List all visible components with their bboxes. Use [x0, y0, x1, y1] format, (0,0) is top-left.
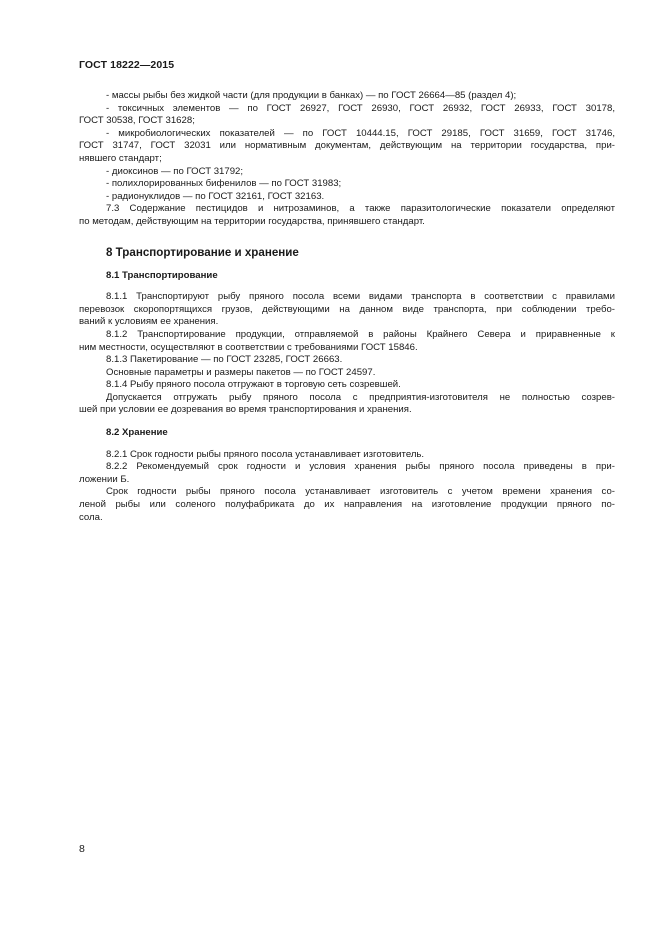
clause-8-1-1: 8.1.1 Транспортируют рыбу пряного посола всеми видами транспорта в соответствии с правилами [106, 291, 615, 303]
list-item-dioxins: - диоксинов — по ГОСТ 31792; [106, 165, 244, 177]
clause-8-1-4: 8.1.4 Рыбу пряного посола отгружают в торговую сеть созревшей. [106, 379, 401, 391]
clause-8-2-2-shelf-end: сола. [79, 511, 103, 523]
clause-8-2-2: 8.2.2 Рекомендуемый срок годности и условия хранения рыбы пряного посола приведены в при- [106, 461, 615, 473]
clause-8-1-1-end: ваний к условиям ее хранения. [79, 316, 219, 328]
subsection-8-1-title: 8.1 Транспортирование [106, 269, 218, 281]
list-item-pcb: - полихлорированных бифенилов — по ГОСТ 31983; [106, 178, 342, 190]
clause-8-2-2-shelf-cont: леной рыбы или соленого полуфабриката до их направления на изготовление продукции пряного по- [79, 499, 615, 511]
clause-7-3: 7.3 Содержание пестицидов и нитрозаминов, а также паразитологические показатели определяют [106, 203, 615, 215]
clause-8-1-3: 8.1.3 Пакетирование — по ГОСТ 23285, ГОСТ 26663. [106, 354, 343, 366]
list-item-toxic-cont: ГОСТ 30538, ГОСТ 31628; [79, 115, 195, 127]
clause-8-1-2: 8.1.2 Транспортирование продукции, отправляемой в районы Крайнего Севера и приравненные к [106, 328, 615, 340]
list-item-mass: - массы рыбы без жидкой части (для продукции в банках) — по ГОСТ 26664—85 (раздел 4); [106, 90, 517, 101]
clause-8-1-3-params: Основные параметры и размеры пакетов — по ГОСТ 24597. [106, 366, 376, 378]
clause-8-2-2-cont: ложении Б. [79, 473, 130, 485]
clause-8-2-2-shelf: Срок годности рыбы пряного посола устанавливает изготовитель с учетом времени хранения со- [106, 486, 615, 498]
page-body [79, 90, 615, 524]
list-item-micro-end: нявшего стандарт; [79, 152, 162, 164]
clause-7-3-cont: по методам, действующим на территории государства, принявшего стандарт. [79, 215, 425, 227]
subsection-8-2-title: 8.2 Хранение [106, 427, 168, 439]
list-item-micro-cont: ГОСТ 31747, ГОСТ 32031 или нормативным документам, действующим на территории государства, при- [79, 140, 615, 152]
document-header-code: ГОСТ 18222—2015 [79, 59, 175, 71]
list-item-radionuclides: - радионуклидов — по ГОСТ 32161, ГОСТ 32163. [106, 190, 325, 202]
section-8-title: 8 Транспортирование и хранение [106, 245, 299, 259]
clause-8-1-1-cont: перевозок скоропортящихся грузов, действующими на данном виде транспорта, при соблюдении требо- [79, 303, 615, 315]
clause-8-1-4-allowed-cont: шей при условии ее дозревания во время транспортирования и хранения. [79, 404, 412, 416]
clause-8-1-2-cont: ним местности, осуществляют в соответствии с требованиями ГОСТ 15846. [79, 341, 418, 353]
clause-8-1-4-allowed: Допускается отгружать рыбу пряного посола с предприятия-изготовителя не полностью созрев- [106, 391, 615, 403]
clause-8-2-1: 8.2.1 Срок годности рыбы пряного посола устанавливает изготовитель. [106, 448, 425, 460]
page-number: 8 [79, 843, 85, 855]
list-item-micro: - микробиологических показателей — по ГОСТ 10444.15, ГОСТ 29185, ГОСТ 31659, ГОСТ 31746, [106, 127, 615, 139]
list-item-toxic: - токсичных элементов — по ГОСТ 26927, ГОСТ 26930, ГОСТ 26932, ГОСТ 26933, ГОСТ 30178, [106, 102, 615, 114]
